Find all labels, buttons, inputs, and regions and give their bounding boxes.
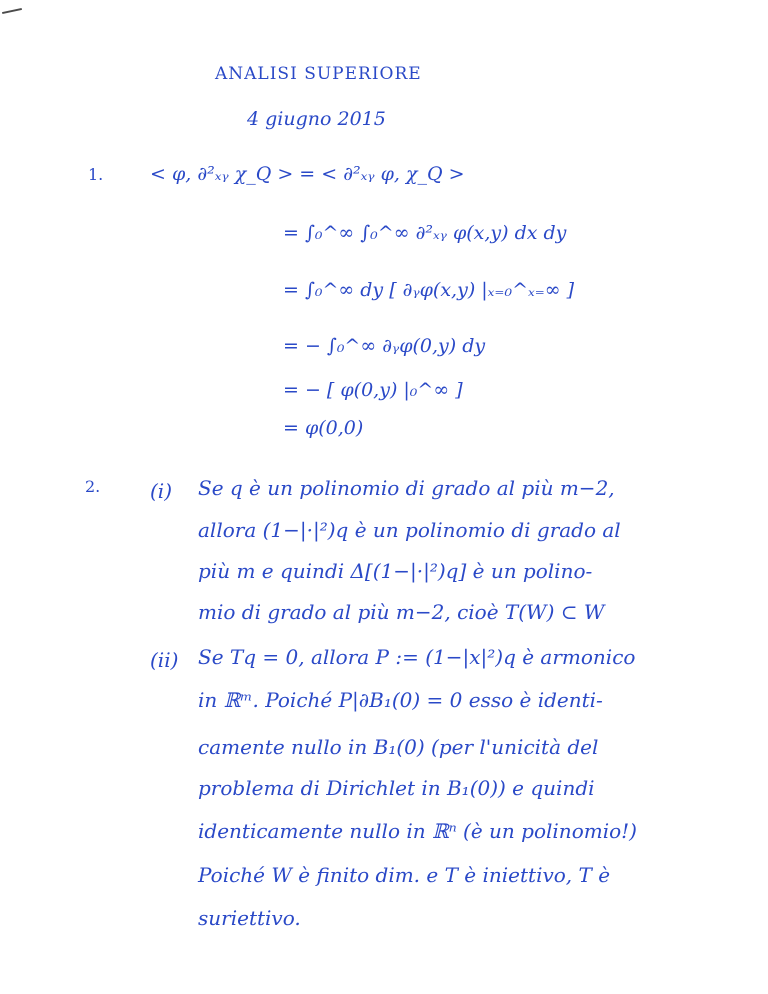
page-title: ANALISI SUPERIORE [215, 64, 422, 84]
problem-1-line-1: < φ, ∂²ₓᵧ χ_Q > = < ∂²ₓᵧ φ, χ_Q > [150, 163, 465, 185]
part-i-line-3: più m e quindi Δ[(1−|·|²)q] è un polino- [198, 559, 593, 583]
part-ii-label: (ii) [150, 648, 179, 672]
part-ii-line-4: problema di Dirichlet in B₁(0)) e quindi [198, 776, 595, 800]
part-i-line-1: Se q è un polinomio di grado al più m−2, [198, 476, 615, 500]
problem-1-line-2: = ∫₀^∞ ∫₀^∞ ∂²ₓᵧ φ(x,y) dx dy [283, 222, 567, 244]
problem-2-number: 2. [85, 477, 101, 496]
part-ii-line-6: Poiché W è finito dim. e T è iniettivo, T è [198, 863, 611, 887]
exam-date: 4 giugno 2015 [247, 108, 386, 130]
part-ii-line-3: camente nullo in B₁(0) (per l'unicità del [198, 735, 599, 759]
part-ii-line-5: identicamente nullo in ℝⁿ (è un polinomio!) [198, 819, 637, 843]
part-ii-line-2: in ℝᵐ. Poiché P|∂B₁(0) = 0 esso è identi- [198, 688, 603, 712]
problem-1-line-6: = φ(0,0) [283, 417, 364, 439]
part-i-line-2: allora (1−|·|²)q è un polinomio di grado al [198, 518, 621, 542]
part-i-label: (i) [150, 479, 173, 503]
part-ii-line-7: suriettivo. [198, 906, 301, 930]
problem-1-number: 1. [88, 165, 104, 184]
problem-1-line-3: = ∫₀^∞ dy [ ∂ᵧφ(x,y) |ₓ₌₀^ₓ₌∞ ] [283, 279, 575, 301]
problem-1-line-5: = − [ φ(0,y) |₀^∞ ] [283, 379, 463, 401]
part-i-line-4: mio di grado al più m−2, cioè T(W) ⊂ W [198, 600, 605, 624]
problem-1-line-4: = − ∫₀^∞ ∂ᵧφ(0,y) dy [283, 335, 486, 357]
part-ii-line-1: Se Tq = 0, allora P := (1−|x|²)q è armonico [198, 645, 636, 669]
corner-pen-mark [2, 8, 22, 14]
